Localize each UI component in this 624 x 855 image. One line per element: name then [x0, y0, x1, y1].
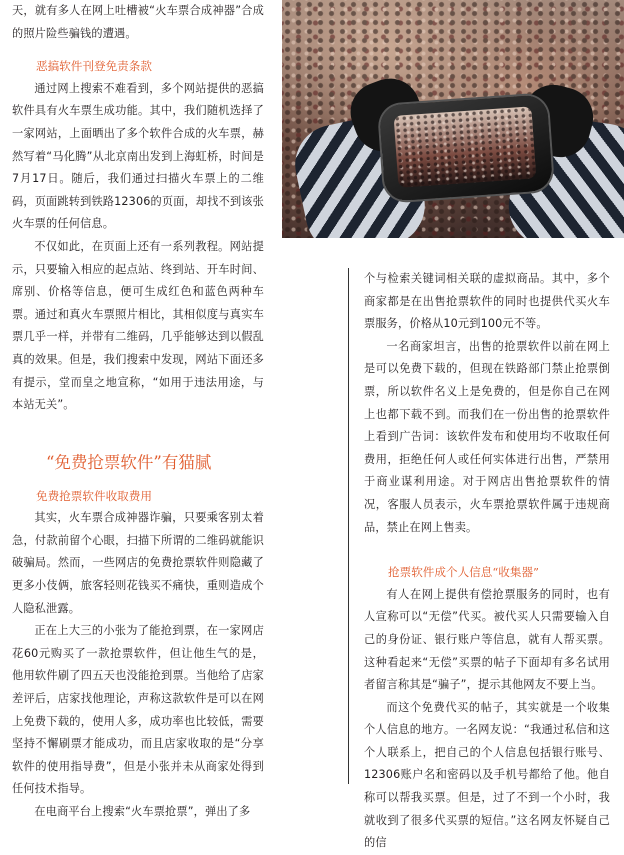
section-heading: “免费抢票软件”有猫腻	[46, 452, 212, 472]
paragraph-right-1: 个与检索关键词相关联的虚拟商品。其中，多个商家都是在出售抢票软件的同时也提供代买火车票服务，价格从10元到100元不等。	[364, 272, 610, 331]
left-column	[12, 0, 264, 824]
paragraph-prank-2: 不仅如此，在页面上还有一系列教程。网站提示，只要输入相应的起点站、终到站、开车时间、席别、价格等信息，便可生成红色和蓝色两种车票。通过和真火车票照片相比，其相似度与真实车票几乎一样，并带有二维码，几乎能够达到以假乱真的效果。但是，我们搜索中发现，网站下面还多有提示，堂而皇之地宣称，“如用于违法用途，与本站无关”。	[12, 239, 264, 412]
column-divider	[348, 268, 349, 784]
phone-screen	[394, 106, 537, 187]
paragraph-fee-3: 在电商平台上搜索“火车票抢票”，弹出了多	[34, 805, 251, 818]
paragraph-intro: 天，就有多人在网上吐槽被“火车票合成神器”合成的照片险些骗钱的遭遇。	[12, 4, 264, 40]
crowd-phone-photo	[282, 0, 624, 238]
paragraph-fee-2: 正在上大三的小张为了能抢到票，在一家网店花60元购买了一款抢票软件，但让他生气的是，他用软件刷了四五天也没能抢到票。当他给了店家差评后，店家找他理论，声称这款软件是可以在网上免费下载的，使用人多，成功率也比较低，需要坚持不懈刷票才能成功，而且店家收取的是“分享软件的使用指导费”，但是小张并未从商家处得到任何技术指导。	[12, 624, 264, 796]
paragraph-right-4: 而这个免费代买的帖子，其实就是一个收集个人信息的地方。一名网友说：“我通过私信和这个人联系上，把自己的个人信息包括银行账号、12306账户名和密码以及手机号都给了他。他自称可以帮我买票。但是，过了不到一个小时，我就收到了很多代买票的短信。”这名网友怀疑自己的信	[364, 700, 610, 850]
paragraph-right-2: 一名商家坦言，出售的抢票软件以前在网上是可以免费下载的，但现在铁路部门禁止抢票倒票，所以软件名义上是免费的，但是你自己在网上也都下载不到。而我们在一份出售的抢票软件上看到广告词：该软件发布和使用均不收取任何费用，拒绝任何人或任何实体进行出售，严禁用于商业谋利用途。对于网店出售抢票软件的情况，客服人员表示，火车票抢票软件属于违规商品，禁止在网上售卖。	[364, 339, 610, 534]
paragraph-fee-1: 其实，火车票合成神器诈骗，只要乘客别太着急，付款前留个心眼，扫描下所谓的二维码就能识破骗局。然而，一些网店的免费抢票软件则隐藏了更多小伎俩，旅客轻则花钱买不痛快，重则造成个人隐私泄露。	[12, 511, 264, 615]
subheading-info-collector: 抢票软件成个人信息“收集器”	[388, 565, 539, 580]
right-column	[364, 268, 610, 855]
photo-frame	[282, 0, 624, 238]
paragraph-right-3: 有人在网上提供有偿抢票服务的同时，也有人宣称可以“无偿”代买。被代买人只需要输入自己的身份证、银行账户等信息，就有人帮买票。这种看起来“无偿”买票的帖子下面却有多名试用者留言称其是“骗子”，提示其他网友不要上当。	[364, 587, 610, 692]
subheading-fee: 免费抢票软件收取费用	[36, 488, 152, 503]
paragraph-prank-1: 通过网上搜索不难看到，多个网站提供的恶搞软件具有火车票生成功能。其中，我们随机选择了一家网站，上面晒出了多个软件合成的火车票，赫然写着“马化腾”从北京南出发到上海虹桥，时间是7月17日。随后，我们通过扫描火车票上的二维码，页面跳转到铁路12306的页面，却找不到该张火车票的任何信息。	[12, 81, 264, 231]
subheading-prank-software: 恶搞软件刊登免责条款	[36, 59, 152, 74]
smartphone-icon	[379, 94, 553, 201]
